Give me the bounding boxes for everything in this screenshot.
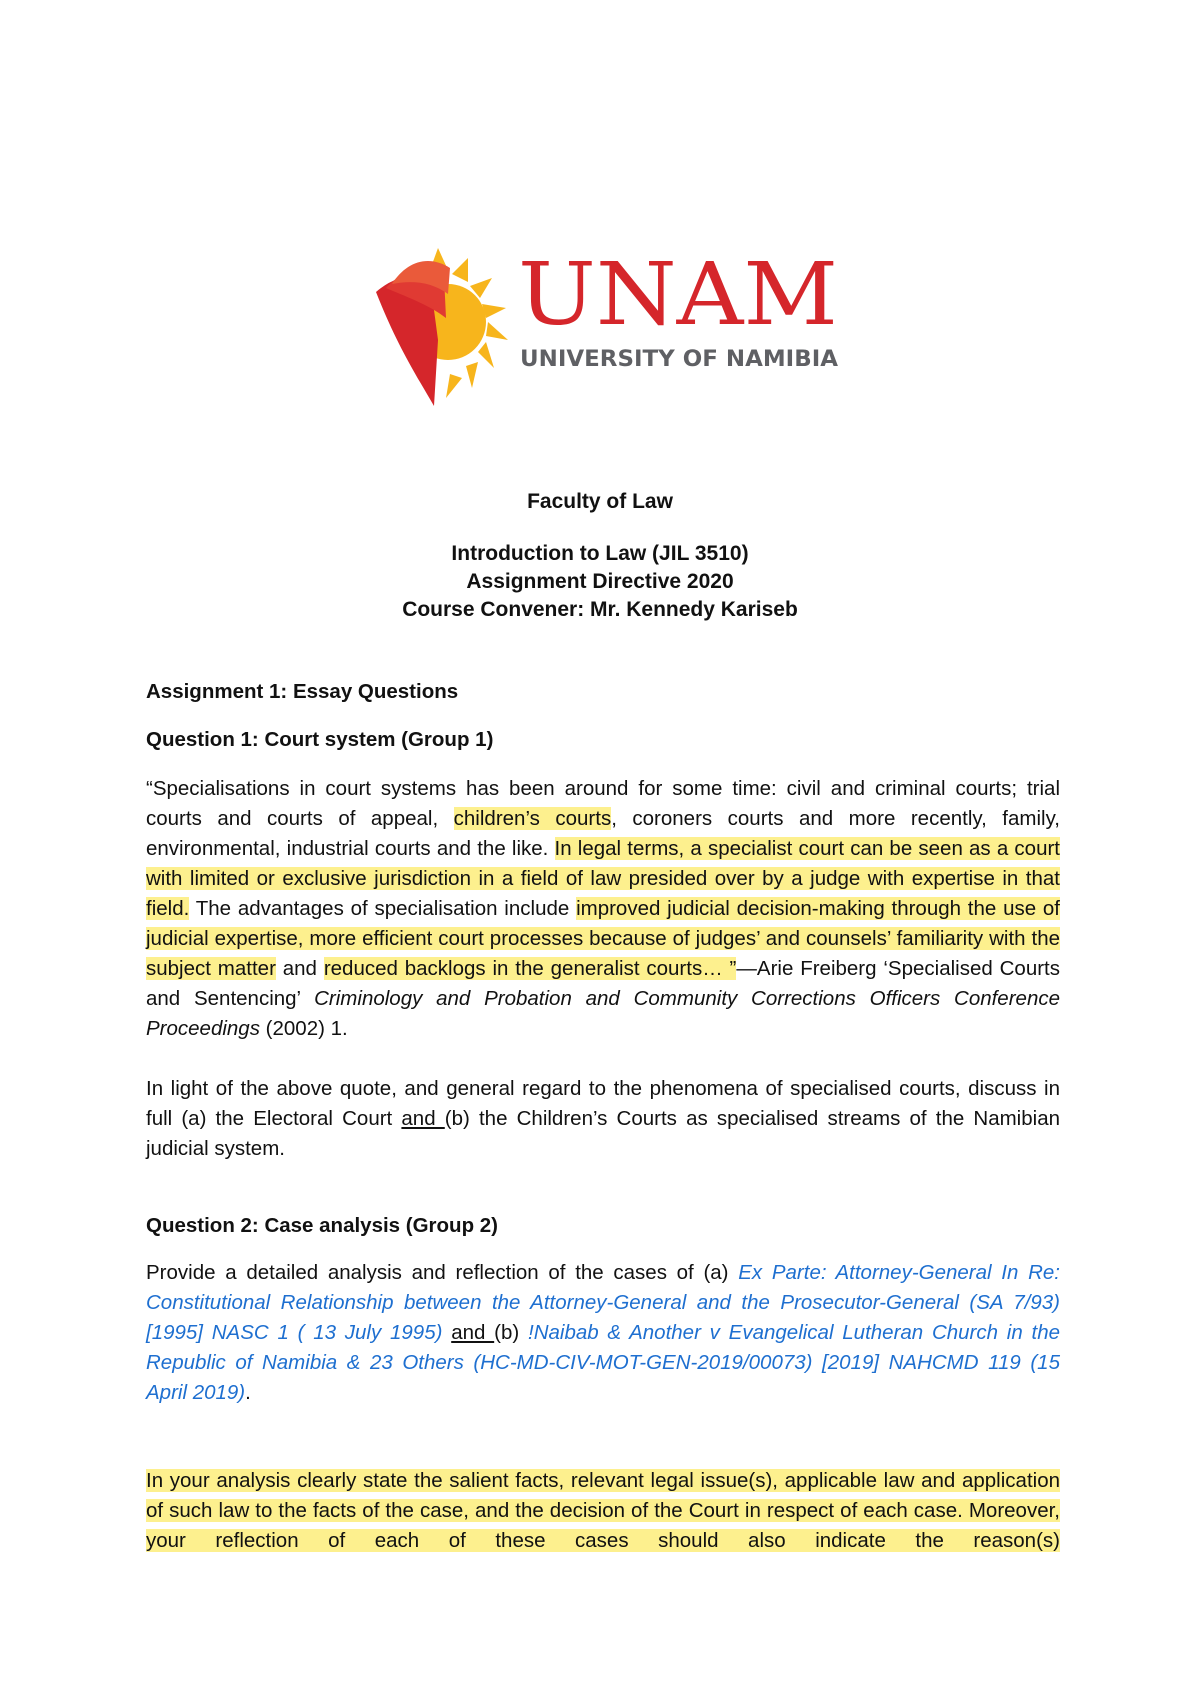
course-title: Introduction to Law (JIL 3510)	[451, 542, 749, 565]
quote-text: and	[275, 957, 324, 980]
logo-wordmark: UNAM	[518, 248, 838, 345]
highlight: reduced backlogs in the generalist courts… ”	[323, 957, 737, 980]
quote-text: , coroners courts and more recently, family, environmental, industrial courts and the like.	[146, 807, 1060, 860]
convener-line: Course Convener: Mr. Kennedy Kariseb	[402, 598, 798, 621]
intro-text: Provide a detailed analysis and reflection of the cases of (a)	[146, 1261, 739, 1284]
document-body	[146, 678, 1060, 1586]
assignment-title: Assignment 1: Essay Questions	[146, 680, 459, 703]
question-1-title: Question 1: Court system (Group 1)	[146, 728, 494, 751]
intro-text: .	[245, 1381, 251, 1404]
faculty-title: Faculty of Law	[527, 490, 673, 513]
question-2-title: Question 2: Case analysis (Group 2)	[146, 1214, 499, 1237]
task-text: (b) the Children’s Courts as specialised streams of the Namibian judicial system.	[146, 1107, 1060, 1160]
directive-title: Assignment Directive 2020	[466, 570, 734, 593]
highlight: improved judicial decision-making through the use of judicial expertise, more efficient court processes because of judges’ and counsels’ familiarity with the subject matter	[146, 897, 1060, 980]
question-1-task	[146, 1074, 1060, 1164]
question-1-quote	[146, 774, 1060, 1044]
case-citation-2[interactable]: !Naibab & Another v Evangelical Lutheran Church in the Republic of Namibia & 23 Others (HC-MD-CIV-MOT-GEN-2019/00073) [2019] NAHCMD 119 (15 April 2019)	[146, 1321, 1061, 1404]
highlight: In your analysis clearly state the salient facts, relevant legal issue(s), applicable law and application of such law to the facts of the case, and the decision of the Court in respect of each case. Moreover, your reflection of each of these cases should also indicate the reason(s)	[146, 1469, 1060, 1552]
quote-text: “Specialisations in court systems has been around for some time: civil and criminal courts; trial courts and courts of appeal,	[146, 777, 1060, 830]
unam-logo	[368, 248, 848, 413]
intro-text: (b)	[494, 1321, 528, 1344]
question-2-instructions	[146, 1466, 1060, 1586]
task-text: In light of the above quote, and general regard to the phenomena of specialised courts, discuss in full (a) the Electoral Court	[146, 1077, 1060, 1130]
citation-title: Criminology and Probation and Community Corrections Officers Conference Proceedings	[146, 987, 1060, 1040]
question-2-intro	[146, 1258, 1060, 1408]
underlined-and: and	[451, 1321, 495, 1344]
intro-text	[442, 1321, 451, 1344]
quote-text: The advantages of specialisation include	[189, 897, 577, 920]
underlined-and: and	[401, 1107, 445, 1130]
quote-text: —Arie Freiberg ‘Specialised Courts and Sentencing’	[146, 957, 1060, 1010]
case-citation-1[interactable]: Ex Parte: Attorney-General In Re: Constitutional Relationship between the Attorney-General and the Prosecutor-General (SA 7/93) [1995] NASC 1 ( 13 July 1995)	[146, 1261, 1060, 1344]
highlight: In legal terms, a specialist court can be seen as a court with limited or exclusive jurisdiction in a field of law presided over by a judge with expertise in that field.	[146, 837, 1061, 920]
logo-subtitle: UNIVERSITY OF NAMIBIA	[520, 347, 838, 372]
quote-text: (2002) 1.	[259, 1017, 348, 1040]
highlight: children’s courts	[453, 807, 612, 830]
document-header	[0, 488, 1200, 624]
